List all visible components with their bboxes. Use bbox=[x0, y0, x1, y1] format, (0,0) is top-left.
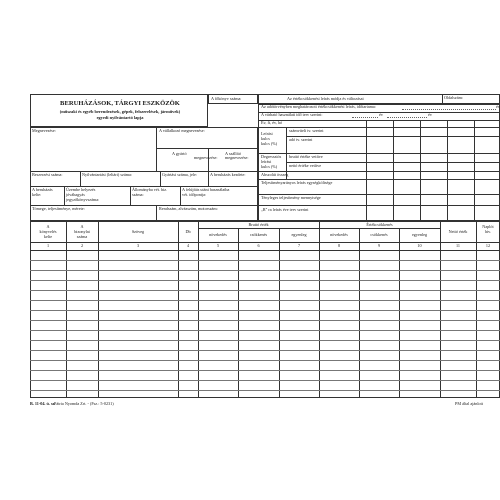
table-row-line bbox=[30, 260, 500, 261]
form-code: B. 11-04. ü. sz. bbox=[30, 401, 56, 406]
start-date-2: kelte: bbox=[32, 192, 42, 197]
col-text: Szöveg bbox=[131, 229, 145, 234]
depreciation-header: Értékcsökkenés bbox=[366, 222, 393, 227]
dep-decrease: csökkenés bbox=[370, 232, 388, 237]
gross-decrease: csökkenés bbox=[249, 232, 268, 237]
form-title: BERUHÁZÁSOK, TÁRGYI ESZKÖZÖK bbox=[60, 100, 180, 107]
table-row-line bbox=[30, 330, 500, 331]
performance-label: Teljesítményarányos leírás egységköltsége bbox=[261, 180, 333, 185]
col-number: 7 bbox=[297, 243, 301, 248]
table-row-line bbox=[30, 290, 500, 291]
change-method-label: Az értékcsökkenési leírás módja és változásai bbox=[287, 96, 364, 101]
net-base-label: nettó értéke vetítve bbox=[289, 163, 322, 168]
asset-register-form bbox=[30, 94, 500, 398]
last-col-2: hiv. bbox=[484, 229, 492, 234]
serial-number-label: Gyártási száma, jele: bbox=[162, 172, 197, 177]
form-subtitle-2: egyedi nyilvántartó lapja bbox=[96, 115, 144, 120]
commission-1: Üzembe helyezés bbox=[66, 187, 96, 192]
col-number: 1 bbox=[46, 243, 50, 248]
by-accounting-label: számviteli tv. szerint bbox=[289, 128, 324, 133]
col-number: 6 bbox=[257, 243, 260, 248]
col-number: 2 bbox=[80, 243, 84, 248]
gross-increase: növekedés bbox=[209, 232, 227, 237]
title-box bbox=[30, 94, 208, 127]
col-number: 9 bbox=[377, 243, 381, 248]
company-name-label: A vállalkozó megnevezése: bbox=[159, 128, 205, 133]
table-row-line bbox=[30, 350, 500, 351]
scrap-label: Abszolút összeg bbox=[261, 172, 289, 177]
start-date-1: A beruházás bbox=[32, 187, 53, 192]
col-inventory-3: kelte bbox=[43, 234, 53, 239]
table-row-line bbox=[30, 280, 500, 281]
recommendation-note: PM által ajánlott bbox=[455, 401, 483, 406]
page-number-label: Oldalszám: bbox=[444, 95, 464, 100]
publisher-note: Pátria Nyomda Zrt. - (Fsz.: 5-0231) bbox=[54, 401, 114, 406]
dep-balance: egyenleg bbox=[411, 232, 428, 237]
commission-2: jóváhagyás bbox=[66, 192, 85, 197]
status-1: Állományba vét. biz. bbox=[132, 187, 168, 192]
inventory-number-label: Nyilvántartási (leltári) száma: bbox=[82, 172, 132, 177]
by-tax-label: adó tv. szerint bbox=[289, 137, 313, 142]
col-number: 8 bbox=[337, 243, 341, 248]
last-col-1: Naplót bbox=[482, 224, 494, 229]
form-subtitle: (műszaki és egyéb berendezések, gépek, felszerelések, járművek) bbox=[59, 109, 181, 114]
table-row-line bbox=[30, 340, 500, 341]
useful-life-label: A várható használati idő terv szerint: bbox=[261, 112, 323, 117]
asset-name-label: Megnevezése: bbox=[32, 128, 56, 133]
col-number: 10 bbox=[417, 243, 422, 248]
ledger-number-box[interactable] bbox=[208, 94, 258, 104]
planned-rate-label: „R" ra leírás éve terv szerint bbox=[261, 207, 309, 212]
depreciation-basis-end: év bbox=[496, 104, 500, 109]
useful-life-mid: év bbox=[379, 112, 383, 117]
table-row-line bbox=[30, 270, 500, 271]
supplier-label: A szállító bbox=[225, 151, 241, 156]
col-inventory-1: A bbox=[46, 224, 50, 229]
commission-3: jegyzőkönyvszáma: bbox=[66, 197, 100, 202]
manufacturer-label-2: megnevezése: bbox=[194, 155, 218, 160]
col-voucher-1: A bbox=[80, 224, 84, 229]
sale-2: vét. időpontja: bbox=[182, 192, 207, 197]
rate-label-2: kulcs bbox=[261, 136, 270, 141]
status-2: száma: bbox=[132, 192, 144, 197]
col-number: 4 bbox=[186, 243, 190, 248]
net-value-header: Nettó érték bbox=[448, 229, 468, 234]
purchase-number-label: Beszerzési száma: bbox=[32, 172, 63, 177]
mass-label: Tömege, teljesítménye, mérete: bbox=[32, 206, 85, 211]
manufacturer-label: A gyártó bbox=[172, 151, 187, 156]
col-number: 12 bbox=[485, 243, 491, 248]
gross-balance: egyenleg bbox=[291, 232, 307, 237]
col-number: 11 bbox=[455, 243, 461, 248]
table-row-line bbox=[30, 390, 500, 391]
rate-label-3: kulcs (%) bbox=[261, 141, 278, 146]
table-row-line bbox=[30, 370, 500, 371]
rate-label-1: Leírási bbox=[261, 131, 273, 136]
table-row-line bbox=[30, 310, 500, 311]
gross-base-label: bruttó értéke vetítve bbox=[289, 154, 323, 159]
degression-3: kulcs (%) bbox=[261, 164, 278, 169]
col-voucher-3: száma bbox=[76, 234, 88, 239]
gross-value-header: Bruttó érték bbox=[248, 222, 269, 227]
supplier-label-2: megnevezése: bbox=[225, 155, 249, 160]
col-number: 3 bbox=[136, 243, 140, 248]
degression-2: leírási bbox=[261, 159, 272, 164]
degression-1: Degressziós bbox=[261, 154, 282, 159]
table-row-line bbox=[30, 300, 500, 301]
useful-life-end: év bbox=[428, 112, 432, 117]
change-method-box bbox=[258, 94, 500, 104]
procurement-date-label: A beruházás kezdete: bbox=[210, 172, 246, 177]
col-inventory-2: könyvelés bbox=[39, 229, 57, 234]
table-row-line bbox=[30, 360, 500, 361]
actual-performance-label: Tényleges teljesítmény mennyisége bbox=[261, 195, 321, 200]
dep-increase: növekedés bbox=[330, 232, 348, 237]
col-number: 5 bbox=[216, 243, 220, 248]
depreciation-basis: Az adótörvényben meghatározott értékcsökkenési leírás, időtartama: bbox=[261, 104, 376, 109]
col-qty: Db bbox=[185, 229, 191, 234]
type-label: Rendszám, alvázszám, motorszám: bbox=[159, 206, 218, 211]
years-label: Év, ft, év, hó bbox=[261, 120, 283, 125]
table-row-line bbox=[30, 320, 500, 321]
col-voucher-2: bizonylat bbox=[74, 229, 90, 234]
ledger-number-label: A főkönyv száma: bbox=[211, 96, 242, 101]
table-row-line bbox=[30, 380, 500, 381]
sale-1: A felújítás utáni használatba bbox=[182, 187, 230, 192]
